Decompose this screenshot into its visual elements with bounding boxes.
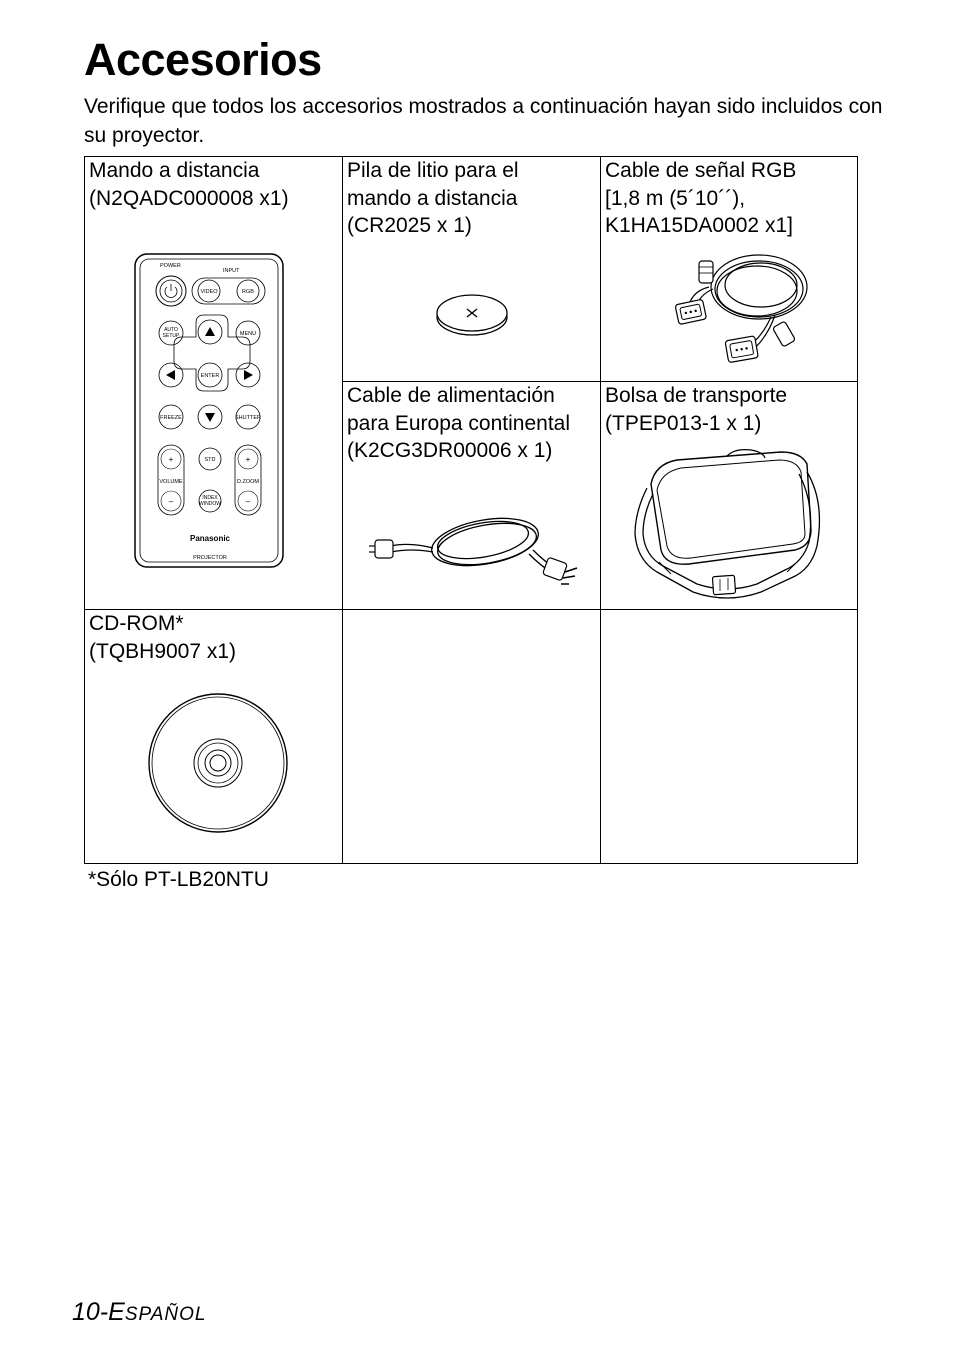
intro-text: Verifique que todos los accesorios mostrados a continuación hayan sido incluidos con su proyector.: [84, 95, 883, 147]
remote-projector-label: PROJECTOR: [193, 555, 227, 561]
accessories-table: [84, 156, 858, 864]
remote-brand-logo: Panasonic: [189, 534, 231, 543]
bag-label: Bolsa de transporte (TPEP013-1 x 1): [605, 384, 788, 435]
footnote: *Sólo PT-LB20NTU: [88, 868, 269, 891]
page-number-value: 10-E: [72, 1298, 125, 1326]
battery-label: Pila de litio para el mando a distancia (CR2025 x 1): [347, 159, 519, 237]
remote-freeze-label: FREEZE: [160, 415, 182, 421]
cell-battery: [342, 156, 601, 382]
power-cable-illustration: [369, 506, 581, 586]
remote-auto-label: AUTO: [164, 327, 178, 333]
battery-illustration: [435, 293, 509, 337]
dzoom-plus-label: +: [245, 455, 251, 464]
power-cable-label: Cable de alimentación para Europa continental (K2CG3DR00006 x 1): [347, 384, 570, 462]
remote-index-label: INDEX: [202, 495, 218, 501]
remote-rgb-label: RGB: [242, 289, 254, 295]
remote-label: Mando a distancia (N2QADC000008 x1): [89, 159, 289, 210]
rgb-cable-label: Cable de señal RGB [1,8 m (5´10´´), K1HA15DA0002 x1]: [605, 159, 797, 237]
remote-window-label: WINDOW: [199, 501, 221, 507]
rgb-cable-illustration: [649, 243, 809, 373]
remote-video-label: VIDEO: [200, 289, 218, 295]
remote-enter-label: ENTER: [200, 373, 220, 379]
cell-cdrom: [84, 609, 343, 864]
remote-input-label: INPUT: [223, 268, 240, 274]
remote-setup-label: SETUP: [162, 333, 180, 339]
page-number: [72, 1298, 207, 1327]
page-language: SPAÑOL: [124, 1304, 207, 1325]
page-title: Accesorios: [84, 34, 322, 85]
cdrom-label: CD-ROM* (TQBH9007 x1): [89, 612, 237, 663]
dzoom-minus-label: –: [245, 497, 251, 506]
volume-minus-label: –: [168, 497, 174, 506]
cell-rgb-cable: [600, 156, 858, 382]
cell-power-cable: [342, 381, 601, 610]
cell-bag: [600, 381, 858, 610]
cell-empty-2: [600, 609, 858, 864]
remote-shutter-label: SHUTTER: [235, 415, 261, 421]
carry-bag-illustration: [631, 442, 831, 608]
remote-control-illustration: [134, 253, 284, 569]
volume-plus-label: +: [168, 455, 174, 464]
cell-remote: [84, 156, 343, 610]
remote-std-label: STD: [204, 457, 216, 463]
remote-menu-label: MENU: [239, 331, 257, 337]
remote-dzoom-label: D.ZOOM: [237, 479, 259, 485]
remote-power-label: POWER: [160, 263, 181, 269]
remote-volume-label: VOLUME: [159, 479, 183, 485]
cell-empty-1: [342, 609, 601, 864]
cdrom-illustration: [147, 692, 289, 834]
